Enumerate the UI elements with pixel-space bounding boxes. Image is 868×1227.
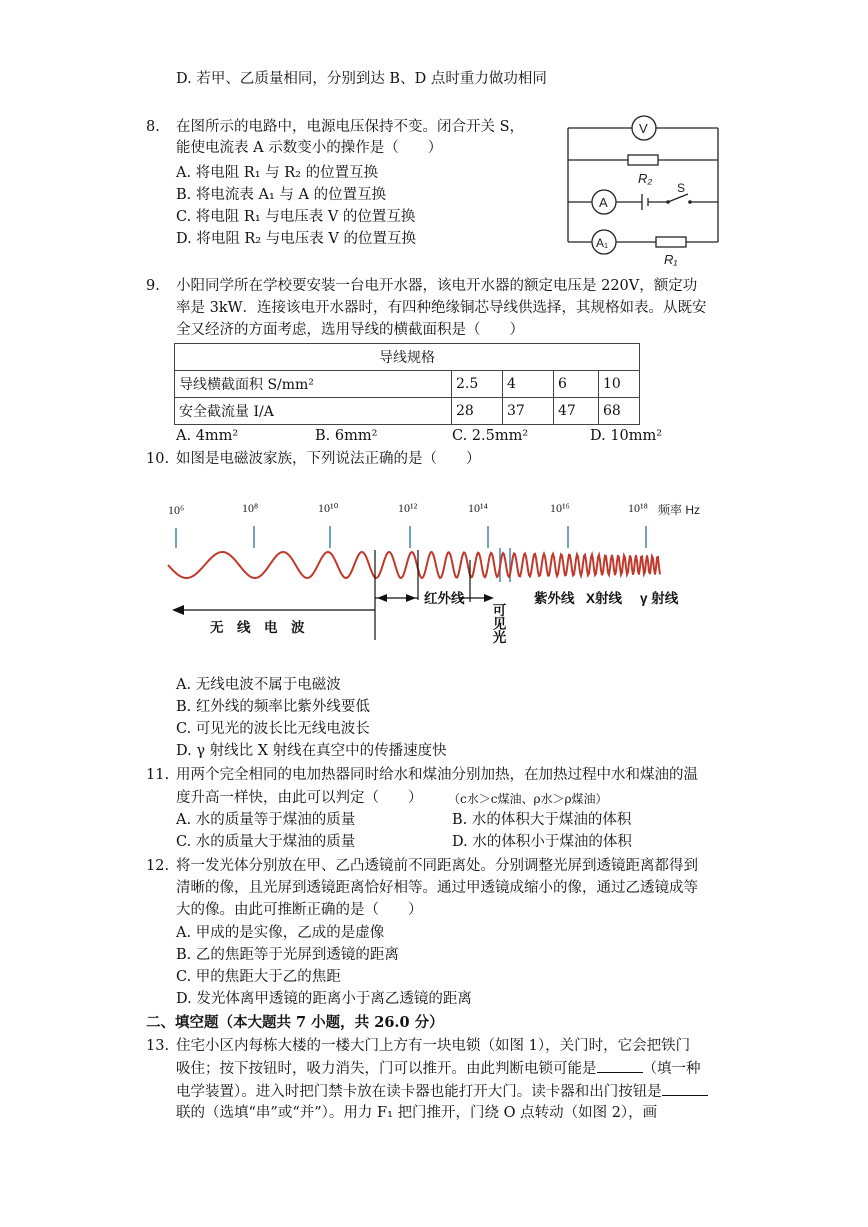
q9-option-d: D. 10mm²: [590, 428, 663, 444]
infrared-label: 红外线: [424, 591, 465, 606]
table-cell: 10: [599, 371, 640, 398]
table-cell: 4: [503, 371, 554, 398]
q10-option-b: B. 红外线的频率比紫外线要低: [176, 699, 370, 715]
q8-option-d: D. 将电阻 R₂ 与电压表 V 的位置互换: [176, 231, 416, 247]
table-title: 导线规格: [175, 344, 640, 371]
q12-option-a: A. 甲成的是实像，乙成的是虚像: [176, 925, 385, 941]
q8-number: 8.: [146, 119, 160, 135]
answer-blank-1[interactable]: [597, 1058, 643, 1073]
q10-option-c: C. 可见光的波长比无线电波长: [176, 721, 370, 737]
q9-option-a: A. 4mm²: [176, 428, 239, 444]
q12-stem-line3: 大的像。由此可推断正确的是（ ）: [176, 902, 423, 918]
q12-stem-line1: 将一发光体分别放在甲、乙凸透镜前不同距离处。分别调整光屏到透镜距离都得到: [176, 858, 698, 874]
q13-number: 13.: [146, 1038, 170, 1054]
radio-wave-label: 无 线 电 波: [210, 620, 305, 635]
table-cell: 68: [599, 398, 640, 425]
q11-option-d: D. 水的体积小于煤油的体积: [452, 834, 632, 850]
voltmeter-label: V: [639, 121, 648, 136]
q8-stem-line1: 在图所示的电路中，电源电压保持不变。闭合开关 S，: [176, 119, 525, 135]
q10-option-d: D. γ 射线比 X 射线在真空中的传播速度快: [176, 743, 447, 759]
q10-stem: 如图是电磁波家族，下列说法正确的是（ ）: [176, 451, 481, 467]
table-cell: 2.5: [452, 371, 503, 398]
wave-path: [168, 552, 660, 578]
tick-label: 10¹²: [398, 501, 418, 515]
table-cell: 47: [554, 398, 599, 425]
q8-option-c: C. 将电阻 R₁ 与电压表 V 的位置互换: [176, 209, 416, 225]
tick-label: 10⁸: [242, 501, 259, 515]
r2-label: R₂: [638, 171, 653, 186]
table-cell: 6: [554, 371, 599, 398]
q11-condition: （c水＞c煤油、ρ水＞ρ煤油）: [448, 792, 608, 806]
q13-line3: [176, 1081, 708, 1102]
q10-option-a: A. 无线电波不属于电磁波: [176, 677, 341, 693]
q13-line1: 住宅小区内每栋大楼的一楼大门上方有一块电锁（如图 1），关门时，它会把铁门: [176, 1038, 691, 1054]
q11-stem-line1: 用两个完全相同的电加热器同时给水和煤油分别加热，在加热过程中水和煤油的温: [176, 767, 698, 783]
q12-option-c: C. 甲的焦距大于乙的焦距: [176, 969, 341, 985]
q8-option-a: A. 将电阻 R₁ 与 R₂ 的位置互换: [176, 165, 379, 181]
tick-label: 10¹⁴: [468, 501, 488, 515]
em-spectrum-figure: [160, 490, 720, 660]
frequency-unit-label: 频率 Hz: [658, 503, 701, 517]
q12-option-d: D. 发光体离甲透镜的距离小于离乙透镜的距离: [176, 991, 472, 1007]
table-row1-label: 导线横截面积 S/mm²: [175, 371, 452, 398]
tick-label: 10¹⁸: [628, 501, 648, 515]
q9-stem-line3: 全又经济的方面考虑，选用导线的横截面积是（ ）: [176, 322, 524, 338]
q13-line2-tail: （填一种: [642, 1061, 701, 1077]
answer-blank-2[interactable]: [662, 1081, 708, 1096]
q7-option-d: D. 若甲、乙质量相同，分别到达 B、D 点时重力做功相同: [176, 71, 547, 87]
q10-number: 10.: [146, 451, 170, 467]
q9-number: 9.: [146, 278, 160, 294]
q11-option-a: A. 水的质量等于煤油的质量: [176, 812, 356, 828]
q9-stem-line2: 率是 3kW．连接该电开水器时，有四种绝缘铜芯导线供选择，其规格如表。从既安: [176, 300, 707, 316]
ammeter-label: A: [599, 195, 608, 210]
q11-option-b: B. 水的体积大于煤油的体积: [452, 812, 632, 828]
tick-label: 10¹⁶: [550, 501, 570, 515]
q9-option-c: C. 2.5mm²: [452, 428, 529, 444]
tick-label: 10¹⁰: [318, 501, 339, 515]
xray-label: X射线: [586, 591, 623, 606]
q13-line3-text: 电学装置）。进入时把门禁卡放在读卡器也能打开大门。读卡器和出门按钮是: [176, 1084, 662, 1100]
ultraviolet-label: 紫外线: [534, 591, 575, 606]
q9-option-b: B. 6mm²: [315, 428, 378, 444]
q8-stem-line2: 能使电流表 A 示数变小的操作是（ ）: [176, 140, 443, 156]
q12-option-b: B. 乙的焦距等于光屏到透镜的距离: [176, 947, 399, 963]
q11-option-c: C. 水的质量大于煤油的质量: [176, 834, 356, 850]
visible-light-label: 可见光: [490, 603, 506, 644]
q8-circuit-diagram: [560, 112, 730, 272]
q8-option-b: B. 将电流表 A₁ 与 A 的位置互换: [176, 187, 387, 203]
table-row2-label: 安全截流量 I/A: [175, 398, 452, 425]
q12-stem-line2: 清晰的像，且光屏到透镜距离恰好相等。通过甲透镜成缩小的像，通过乙透镜成等: [176, 880, 698, 896]
q13-line2: [176, 1058, 701, 1079]
table-cell: 28: [452, 398, 503, 425]
r1-label: R₁: [664, 252, 678, 267]
ammeter1-label: A₁: [596, 236, 609, 250]
gamma-label: γ 射线: [640, 591, 679, 606]
q12-number: 12.: [146, 858, 170, 874]
q9-stem-line1: 小阳同学所在学校要安装一台电开水器，该电开水器的额定电压是 220V，额定功: [176, 278, 698, 294]
wire-spec-table: [174, 343, 640, 425]
tick-label: 10⁶: [168, 503, 185, 517]
switch-label: S: [677, 181, 686, 195]
section2-title: 二、填空题（本大题共 7 小题，共 26.0 分）: [146, 1014, 444, 1031]
table-cell: 37: [503, 398, 554, 425]
q13-line4: 联的（选填“串”或“并”）。用力 F₁ 把门推开，门绕 O 点转动（如图 2），画: [176, 1105, 658, 1121]
q13-line2-text: 吸住；按下按钮时，吸力消失，门可以推开。由此判断电锁可能是: [176, 1061, 597, 1077]
q11-stem-line2: 度升高一样快，由此可以判定（ ）: [176, 790, 423, 806]
q11-number: 11.: [146, 767, 170, 783]
